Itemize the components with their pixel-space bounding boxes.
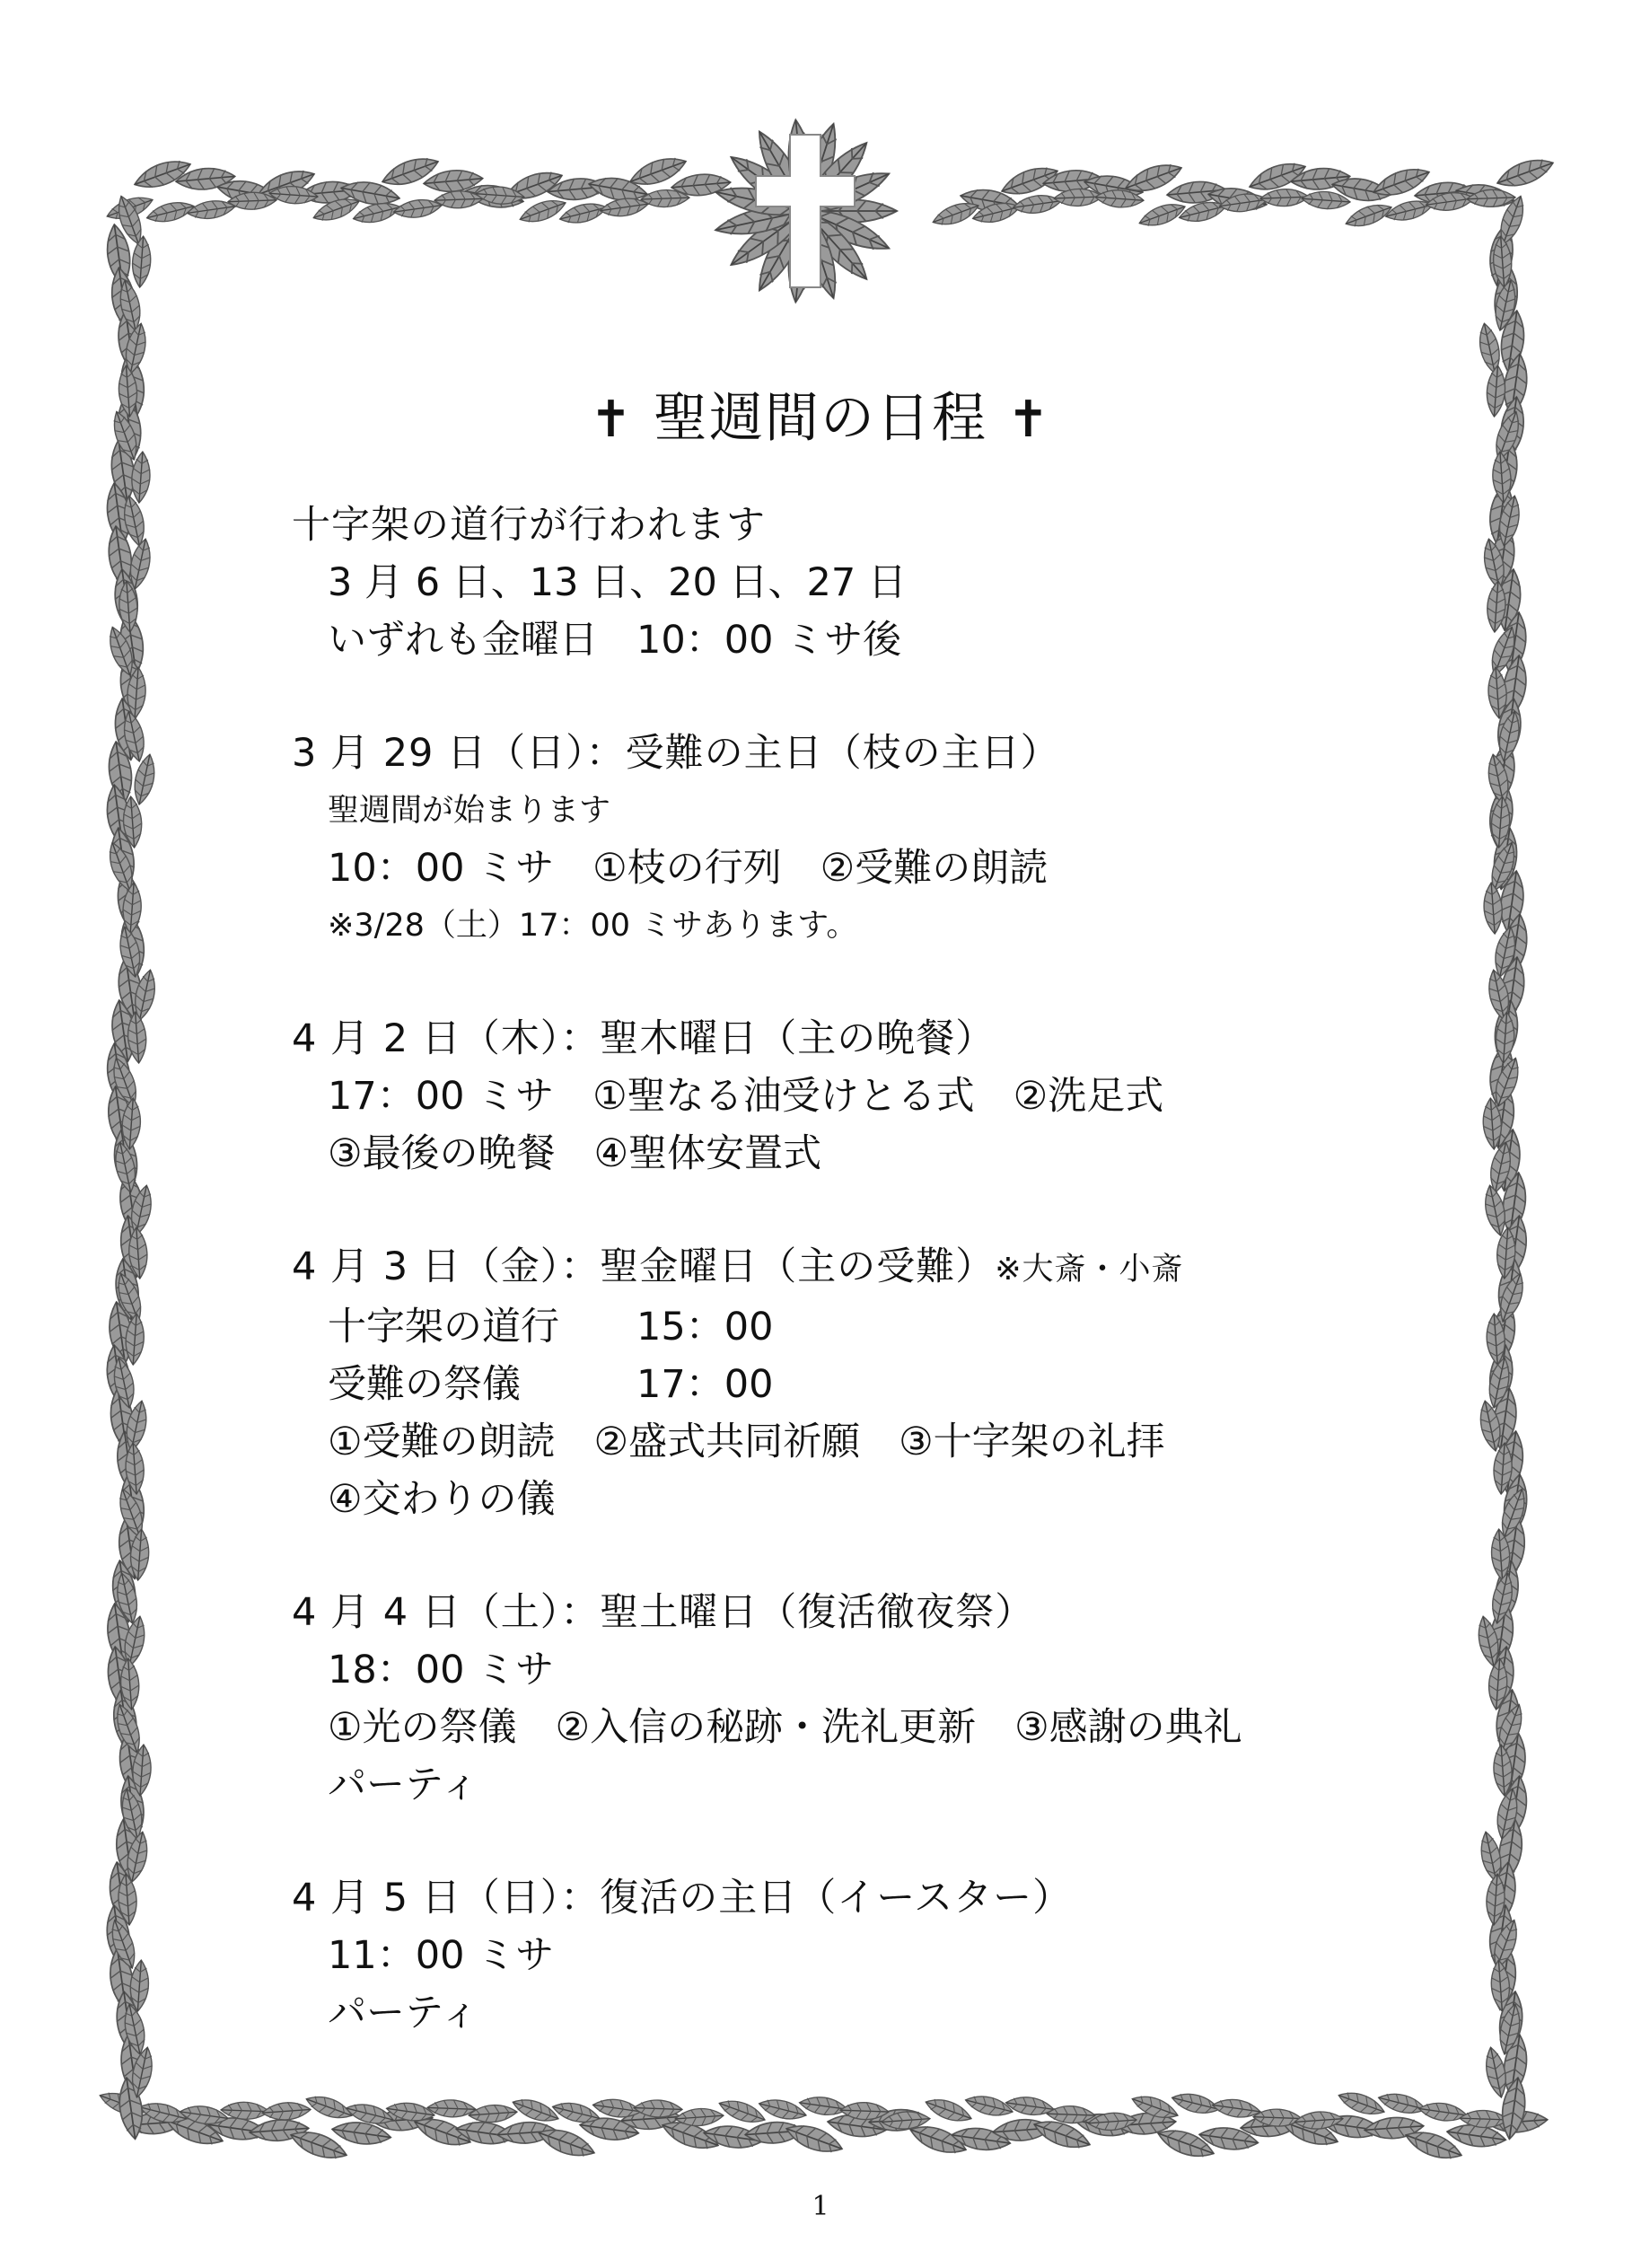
line-text: 4 月 2 日（木）：聖木曜日（主の晩餐） <box>292 1016 996 1061</box>
cross-icon: ✝ <box>1007 391 1051 449</box>
line-text: 十字架の道行 15：00 <box>328 1305 774 1349</box>
section-heading <box>292 1869 1459 1927</box>
section-heading <box>292 1010 1459 1068</box>
page-title <box>0 375 1641 453</box>
line-text: 3 月 29 日（日）：受難の主日（枝の主日） <box>292 731 1060 776</box>
line-text: パーティ <box>328 1763 479 1807</box>
schedule-line <box>292 1927 1459 1984</box>
schedule-line <box>292 1125 1459 1182</box>
cross-icon: ✝ <box>590 391 634 449</box>
schedule-line <box>292 897 1459 954</box>
schedule-line <box>292 782 1459 840</box>
schedule-section <box>292 725 1459 954</box>
schedule-section <box>292 1010 1459 1182</box>
line-text: 18：00 ミサ <box>328 1648 555 1692</box>
schedule-line <box>292 1984 1459 2042</box>
line-text: 17：00 ミサ ①聖なる油受けとる式 ②洗足式 <box>328 1074 1164 1119</box>
schedule-line <box>292 1068 1459 1125</box>
schedule-section <box>292 497 1459 669</box>
line-text: 3 月 6 日、13 日、20 日、27 日 <box>328 560 907 605</box>
schedule-line <box>292 1641 1459 1699</box>
line-text: 4 月 3 日（金）：聖金曜日（主の受難） <box>292 1244 996 1289</box>
line-text: パーティ <box>328 1991 479 2035</box>
line-text: 4 月 4 日（土）：聖土曜日（復活徹夜祭） <box>292 1590 1035 1635</box>
schedule-line <box>292 1471 1459 1528</box>
page-number: 1 <box>812 2191 829 2222</box>
schedule-section <box>292 1238 1459 1528</box>
section-heading <box>292 725 1459 782</box>
line-text: 10：00 ミサ ①枝の行列 ②受難の朗読 <box>328 846 1049 891</box>
schedule-line <box>292 840 1459 897</box>
line-text: ③最後の晩餐 ④聖体安置式 <box>328 1131 822 1176</box>
line-text: ④交わりの儀 <box>328 1477 556 1522</box>
schedule-line <box>292 1699 1459 1756</box>
palm-cross-icon <box>713 119 897 303</box>
line-text: 11：00 ミサ <box>328 1933 555 1978</box>
section-heading <box>292 1584 1459 1641</box>
line-text: いずれも金曜日 10：00 ミサ後 <box>328 618 902 663</box>
line-text: ①光の祭儀 ②入信の秘跡・洗礼更新 ③感謝の典礼 <box>328 1705 1242 1750</box>
line-text: 4 月 5 日（日）：復活の主日（イースター） <box>292 1876 1073 1921</box>
schedule-line <box>292 554 1459 611</box>
schedule-line <box>292 1413 1459 1471</box>
schedule-line <box>292 1298 1459 1356</box>
line-text: 受難の祭儀 17：00 <box>328 1362 774 1407</box>
fasting-note: ※大斎・小斎 <box>995 1252 1184 1288</box>
schedule-line <box>292 1356 1459 1413</box>
line-text: 聖週間が始まります <box>328 793 611 829</box>
line-text: ※3/28（土）17：00 ミサあります。 <box>328 908 858 944</box>
line-text: ①受難の朗読 ②盛式共同祈願 ③十字架の礼拝 <box>328 1420 1165 1464</box>
schedule-line <box>292 611 1459 669</box>
schedule-line <box>292 1756 1459 1814</box>
line-text: 十字架の道行が行われます <box>292 503 766 548</box>
schedule-section <box>292 1584 1459 1814</box>
page-title-text: 聖週間の日程 <box>654 387 987 450</box>
section-heading <box>292 497 1459 554</box>
section-heading <box>292 1238 1459 1298</box>
schedule-list <box>292 497 1459 2097</box>
schedule-section <box>292 1869 1459 2042</box>
